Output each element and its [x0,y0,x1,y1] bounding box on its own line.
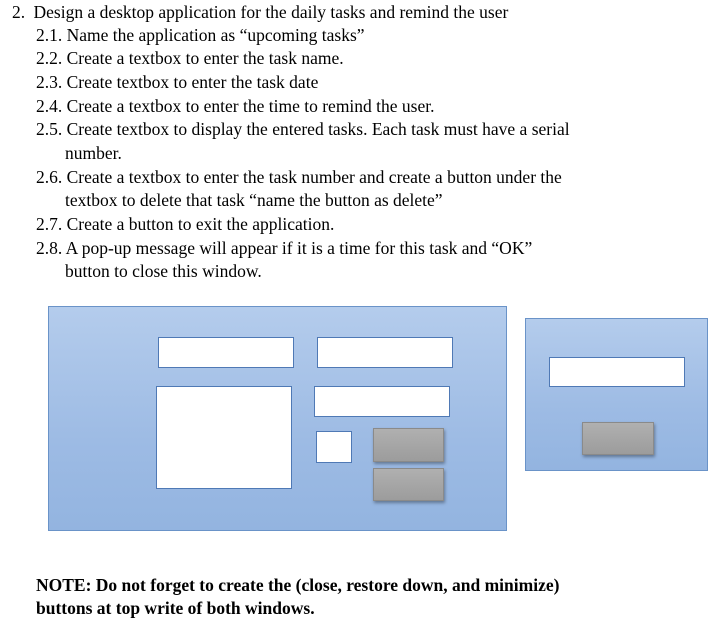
instruction-2-1 [36,24,365,46]
instruction-number: 2.8. [36,238,63,258]
instruction-2-3 [36,71,318,93]
instruction-number: 2.1. [36,25,63,45]
instruction-2-6 [36,166,562,188]
instruction-2-8-continued: button to close this window. [65,261,262,281]
main-instruction [12,1,508,23]
instruction-text: Create a textbox to enter the task name. [66,48,344,68]
instruction-number: 2.4. [36,96,63,116]
instruction-2-5 [36,118,570,140]
instruction-text: Create textbox to display the entered tasks. Each task must have a serial [66,119,570,139]
instruction-2-7 [36,213,334,235]
instruction-text: A pop-up message will appear if it is a time for this task and “OK” [65,238,533,258]
ok-button[interactable] [582,422,654,455]
instruction-text: Create textbox to enter the task date [66,72,319,92]
tasks-display-textbox[interactable] [156,386,292,489]
delete-button[interactable] [373,428,444,462]
popup-message-textbox [549,357,685,387]
task-name-textbox[interactable] [158,337,294,368]
instruction-text: Create a textbox to enter the task number and create a button under the [66,167,562,187]
instruction-number: 2.5. [36,119,63,139]
note-line-1: NOTE: Do not forget to create the (close, restore down, and minimize) [36,575,560,595]
main-instruction-text: Design a desktop application for the daily tasks and remind the user [33,2,509,22]
main-window-mockup [48,306,507,531]
instruction-2-5-continued: number. [65,143,122,163]
instruction-2-8 [36,237,532,259]
instruction-number: 2.3. [36,72,63,92]
task-date-textbox[interactable] [317,337,453,368]
note-line-2: buttons at top write of both windows. [36,598,315,618]
exit-button[interactable] [373,468,444,501]
instruction-number: 2.2. [36,48,63,68]
instruction-text: Name the application as “upcoming tasks” [66,25,365,45]
main-instruction-number: 2. [12,2,26,22]
task-number-textbox[interactable] [316,431,352,463]
reminder-time-textbox[interactable] [314,386,450,417]
popup-window-mockup [525,318,708,471]
instruction-2-4 [36,95,435,117]
instruction-text: Create a button to exit the application. [66,214,335,234]
instruction-2-2 [36,47,344,69]
instruction-number: 2.6. [36,167,63,187]
instruction-number: 2.7. [36,214,63,234]
instruction-2-6-continued: textbox to delete that task “name the button as delete” [65,190,443,210]
instruction-text: Create a textbox to enter the time to remind the user. [66,96,435,116]
